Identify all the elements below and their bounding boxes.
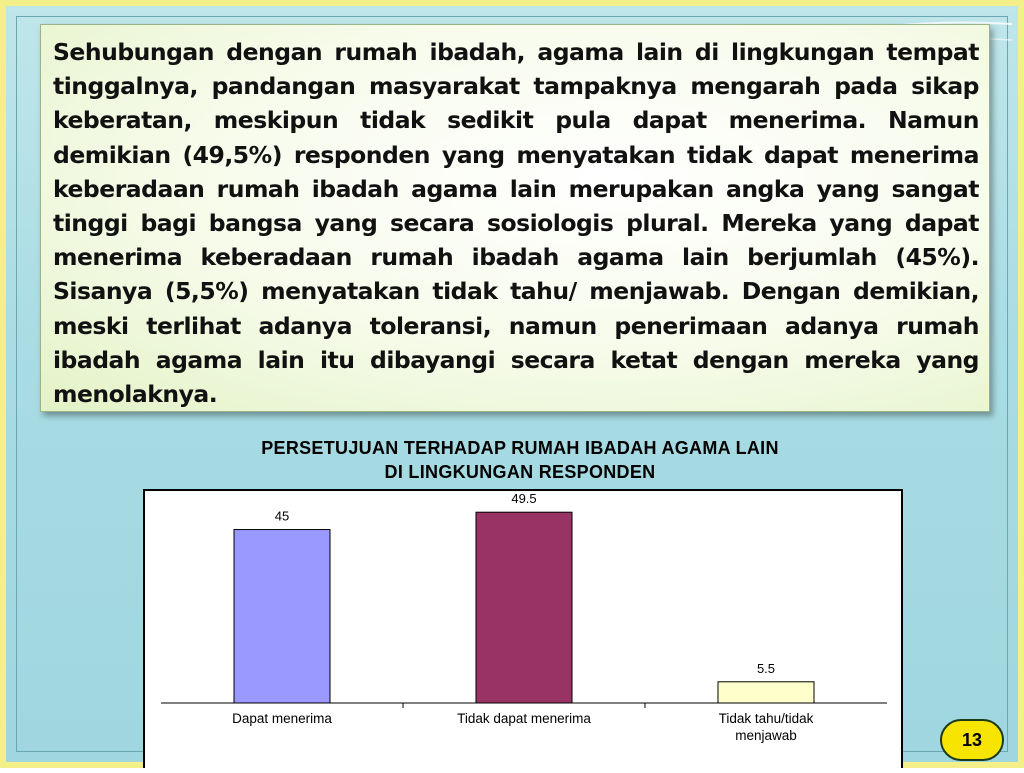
category-label-2: Tidak dapat menerima (457, 711, 591, 726)
data-label-2: 49.5 (511, 491, 537, 507)
page-number-badge (940, 719, 1004, 761)
body-paragraph: Sehubungan dengan rumah ibadah, agama lain di lingkungan tempat tinggalnya, pandangan masyarakat tampaknya mengarah pada sikap keberatan, meskipun tidak sedikit pula dapat menerima. Namun demikian (49,5%) responden yang menyatakan tidak dapat menerima keberadaan rumah ibadah agama lain merupakan angka yang sangat tinggi bagi bangsa yang secara sosiologis plural. Mereka yang dapat menerima keberadaan rumah ibadah agama lain berjumlah (45%). Sisanya (5,5%) menyatakan tidak tahu/ menjawab. Dengan demikian, meski terlihat adanya toleransi, namun penerimaan adanya rumah ibadah agama lain itu dibayangi secara ketat dengan mereka yang menolaknya. (53, 38, 979, 409)
chart-area (143, 489, 903, 768)
category-label-1: Dapat menerima (232, 711, 332, 726)
bar-2 (476, 512, 572, 703)
chart-title-line-1: PERSETUJUAN TERHADAP RUMAH IBADAH AGAMA LAIN (261, 438, 779, 458)
data-label-3: 5.5 (756, 660, 776, 676)
category-label-3: menjawab (735, 728, 797, 743)
bar-1 (234, 530, 330, 703)
page-number: 13 (961, 729, 983, 750)
bar-3 (718, 682, 814, 703)
data-label-1: 45 (274, 508, 290, 524)
text-panel (40, 24, 990, 412)
category-label-3: Tidak tahu/tidak (718, 711, 814, 726)
chart-title (140, 436, 900, 484)
chart-title-line-2: DI LINGKUNGAN RESPONDEN (384, 462, 656, 482)
bar-chart (145, 491, 901, 768)
